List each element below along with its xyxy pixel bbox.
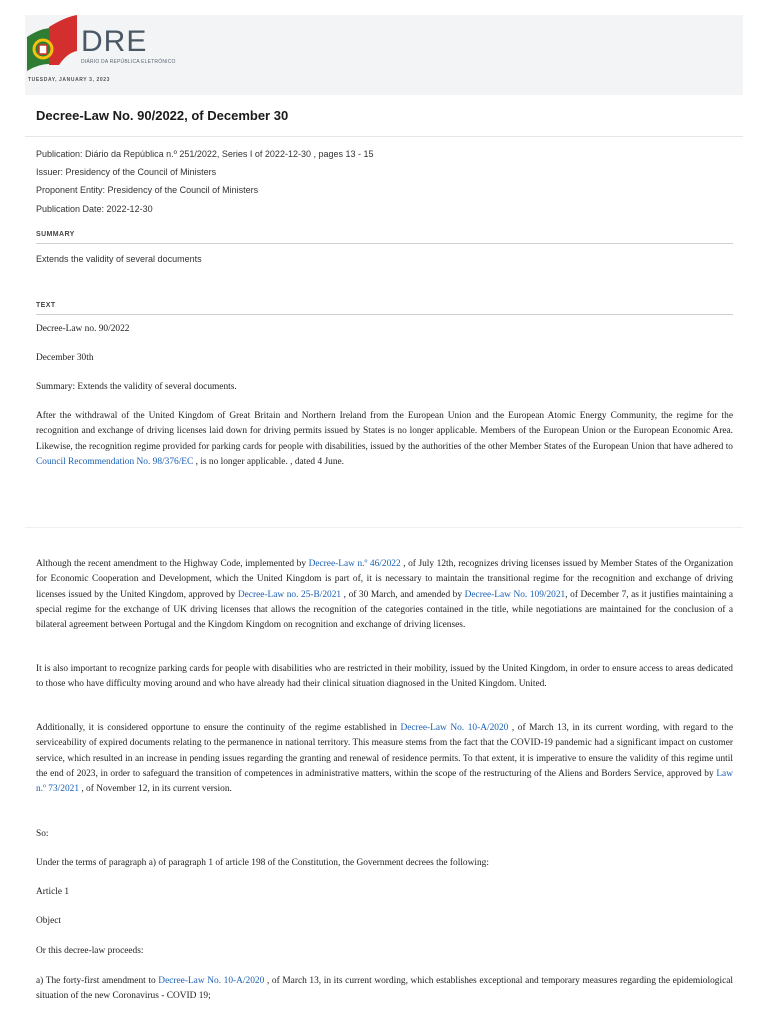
text-span: Additionally, it is considered opportune to ensure the continuity of the regime established in [36, 723, 401, 733]
article-heading: Article 1 [36, 887, 70, 897]
document-title: Decree-Law No. 90/2022, of December 30 [36, 108, 289, 123]
header-date: TUESDAY, JANUARY 3, 2023 [28, 77, 111, 83]
text-divider [36, 314, 733, 315]
meta-issuer: Issuer: Presidency of the Council of Ministers [36, 167, 217, 177]
summary-label: SUMMARY [36, 231, 75, 238]
meta-proponent: Proponent Entity: Presidency of the Council of Ministers [36, 185, 259, 195]
portugal-flag-icon [25, 15, 81, 71]
paragraph-proceeds: Or this decree-law proceeds: [36, 946, 144, 956]
text-span: Although the recent amendment to the Highway Code, implemented by [36, 559, 309, 569]
paragraph-date: December 30th [36, 353, 94, 363]
paragraph-continuity [36, 721, 733, 797]
section-spacer [25, 527, 743, 528]
text-span: a) The forty-first amendment to [36, 976, 159, 986]
link-decree-law-25b-2021[interactable]: Decree-Law no. 25-B/2021 [237, 589, 342, 600]
text-span: After the withdrawal of the United Kingdom of Great Britain and Northern Ireland from the European Union and the European Atomic Energy Community, the regime for the recognition and exchange of driving licenses laid down for driving permits issued by States is no longer applicable. Members of the European Union or the European Economic Area. Likewise, the recognition regime provided for parking cards for people with disabilities, issued by the authorities of the other Member States of the European Union that have adhered to [36, 411, 733, 452]
paragraph-amendment-a [36, 974, 733, 1005]
dre-logo[interactable] [25, 15, 176, 75]
paragraph-so: So: [36, 829, 49, 839]
logo-subtitle: DIÁRIO DA REPÚBLICA ELETRÓNICO [81, 59, 176, 65]
title-divider [25, 136, 743, 137]
paragraph-parking-cards: It is also important to recognize parking cards for people with disabilities who are restricted in their mobility, issued by the United Kingdom, in order to ensure access to areas dedicated to those who have difficulty moving around and who have already had their clinical situation diagnosed in the United Kingdom. United. [36, 664, 733, 690]
link-decree-law-10a-2020[interactable]: Decree-Law No. 10-A/2020 [400, 723, 509, 733]
paragraph-highway-code [36, 557, 733, 633]
link-council-recommendation[interactable]: Council Recommendation No. 98/376/EC [36, 456, 194, 467]
text-span: , of March 13, in its current wording, with regard to the serviceability of expired documents relating to the permanence in national territory. This measure stems from the fact that the COVID-19 pandemic had a significant impact on customer service, which resulted in an increase in pending issues regarding the granting and renewal of residence permits. To that extent, it is imperative to ensure the validity of this regime until the end of 2023, in order to safeguard the transition of competences in administrative matters, within the scope of the restructuring of the Aliens and Borders Service, approved by [36, 723, 733, 779]
paragraph-withdrawal [36, 409, 733, 470]
text-span: , of March 13, in its current wording, which establishes exceptional and temporary measures regarding the epidemiological situation of the new Coronavirus - COVID 19; [36, 976, 733, 1002]
paragraph-constitution: Under the terms of paragraph a) of paragraph 1 of article 198 of the Constitution, the Government decrees the following: [36, 858, 489, 868]
site-header [25, 15, 743, 95]
meta-publication: Publication: Diário da República n.º 251/2022, Series I of 2022-12-30 , pages 13 - 15 [36, 149, 374, 159]
link-law-73-2021[interactable]: Law n.º 73/2021 [36, 768, 733, 795]
text-span: , is no longer applicable. , dated 4 June. [193, 456, 345, 467]
link-decree-law-10a-2020-second[interactable]: Decree-Law No. 10-A/2020 [158, 976, 265, 986]
summary-text: Extends the validity of several documents [36, 254, 202, 264]
text-span: , of November 12, in its current version. [79, 784, 232, 795]
meta-publication-date: Publication Date: 2022-12-30 [36, 204, 153, 214]
text-span: , of July 12th, recognizes driving licenses issued by Member States of the Organization for Economic Cooperation and Development, which the United Kingdom is part of, it is necessary to maintain the transitional regime for the recognition and exchange of driving licenses issued by the United Kingdom, approved by [36, 559, 734, 600]
paragraph-summary: Summary: Extends the validity of several documents. [36, 382, 237, 392]
paragraph-decree-number: Decree-Law no. 90/2022 [36, 324, 130, 334]
article-object: Object [36, 916, 61, 926]
link-decree-law-109-2021[interactable]: Decree-Law No. 109/2021 [464, 589, 566, 600]
text-span: , of December 7, as it justifies maintaining a special regime for the exchange of UK driving licenses that allows the recognition of the categories contained in the title, while negotiations are maintained for the conclusion of a bilateral agreement between Portugal and the Kingdom Kingdom on recognition and exchange of driving licenses. [36, 589, 733, 631]
text-span: , of 30 March, and amended by [341, 589, 465, 600]
link-decree-law-46-2022[interactable]: Decree-Law n.º 46/2022 [308, 559, 401, 569]
logo-wordmark: DRE [81, 25, 148, 58]
summary-divider [36, 243, 733, 244]
text-label: TEXT [36, 302, 56, 309]
